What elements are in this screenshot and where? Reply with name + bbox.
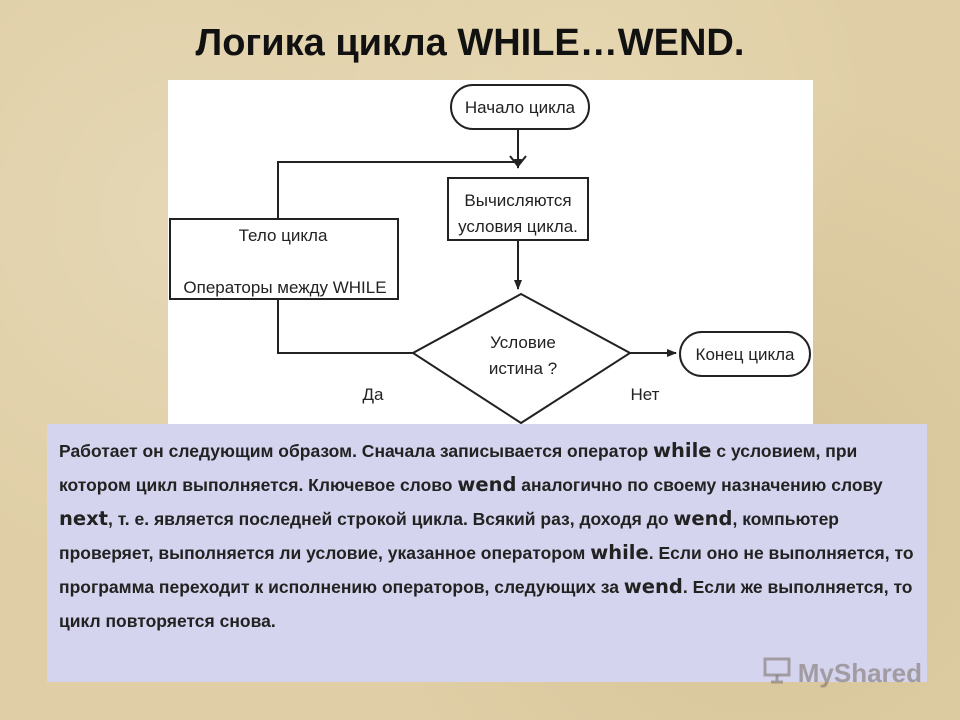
desc-segment: Работает он следующим образом. Сначала записывается оператор: [59, 441, 654, 461]
desc-segment: , компьютер проверяет, выполняется ли условие, указанное оператором: [59, 509, 839, 563]
desc-segment: с условием, при котором цикл выполняется. Ключевое слово: [59, 441, 858, 495]
desc-segment: . Если оно не выполняется, то программа переходит к исполнению операторов, следующих за: [59, 543, 914, 597]
yes-branch-label: Да: [362, 385, 384, 404]
no-branch-label: Нет: [630, 385, 660, 404]
desc-segment: . Если же выполняется, то цикл повторяется снова.: [59, 577, 913, 631]
end-label: Конец цикла: [695, 345, 795, 364]
keyword-wend: wend: [623, 575, 683, 598]
keyword-wend: wend: [457, 473, 517, 496]
watermark-text: MyShared: [797, 658, 922, 688]
compute-label-line1: Вычисляются: [464, 191, 572, 210]
keyword-while: while: [653, 439, 712, 462]
condition-label-line1: Условие: [490, 333, 556, 352]
flow-line-yes-to-body: [278, 299, 413, 353]
description-text: [59, 434, 915, 638]
loop-body-title: Тело цикла: [238, 226, 328, 245]
keyword-while: while: [590, 541, 649, 564]
start-label: Начало цикла: [464, 98, 576, 117]
description-panel: [47, 424, 927, 682]
flowchart: [168, 80, 813, 425]
compute-label-line2: условия цикла.: [458, 217, 578, 236]
desc-segment: , т. е. является последней строкой цикла. Всякий раз, доходя до: [108, 509, 674, 529]
slide-title: Логика цикла WHILE…WEND.: [195, 22, 745, 64]
keyword-next: next: [59, 507, 109, 530]
presentation-board-icon: [762, 656, 792, 691]
watermark: [762, 656, 922, 691]
loop-body-operators: Операторы между WHILE: [183, 278, 387, 297]
condition-label-line2: истина ?: [488, 359, 558, 378]
keyword-wend: wend: [673, 507, 733, 530]
desc-segment: аналогично по своему назначению слову: [516, 475, 883, 495]
